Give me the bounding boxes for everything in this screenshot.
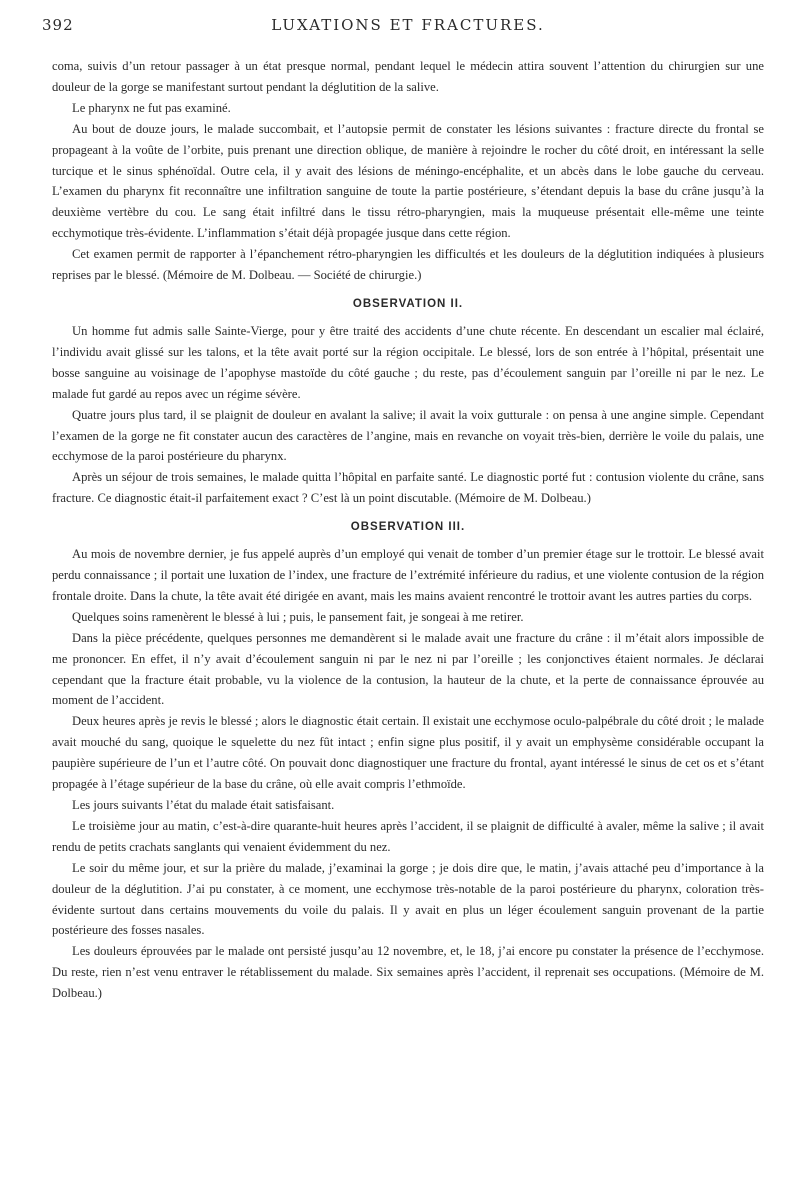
paragraph: Deux heures après je revis le blessé ; alors le diagnostic était certain. Il existait une ecchymose oculo-palpébrale du côté droit ; le malade avait mouché du sang, quoique le squelette du nez fût intact ; enfin signe plus positif, il y avait un emphysème considérable occupant la paupière supérieure de l’un et l’autre côté. On pouvait donc diagnostiquer une fracture du frontal, ayant intéressé le sinus de cet os et s’étant propagée à l’étage supérieur de la base du crâne, où elle avait compris l’ethmoïde. [52, 714, 764, 792]
paragraph: Cet examen permit de rapporter à l’épanchement rétro-pharyngien les difficultés et les douleurs de la déglutition indiquées à plusieurs reprises par le blessé. (Mémoire de M. Dolbeau. — Société de chirurgie.) [52, 247, 764, 283]
paragraph: Un homme fut admis salle Sainte-Vierge, pour y être traité des accidents d’une chute récente. En descendant un escalier mal éclairé, l’individu avait glissé sur les talons, et la tête avait porté sur la région occipitale. Le blessé, lors de son entrée à l’hôpital, présentait une bosse sanguine au voisinage de l’apophyse mastoïde du côté gauche ; du reste, pas d’écoulement sanguin par l’oreille ni par le nez. Le malade fut gardé au repos avec un régime sévère. [52, 323, 764, 401]
paragraph: Les douleurs éprouvées par le malade ont persisté jusqu’au 12 novembre, et, le 18, j’ai encore pu constater la présence de l’ecchymose. Du reste, rien n’est venu entraver le rétablissement du malade. Six semaines après l’accident, il reprenait ses occupations. (Mémoire de M. Dolbeau.) [52, 944, 764, 1001]
paragraph: Quelques soins ramenèrent le blessé à lui ; puis, le pansement fait, je songeai à me retirer. [72, 609, 524, 624]
paragraph: Le soir du même jour, et sur la prière du malade, j’examinai la gorge ; je dois dire que, le matin, j’avais attaché peu d’importance à la douleur de la déglutition. J’ai pu constater, à ce moment, une ecchymose très-notable de la paroi postérieure du pharynx, coloration très-évidente surtout dans certains mouvements du voile du palais. Il y avait en plus un léger écoulement sanguin provenant de la partie postérieure des fosses nasales. [52, 860, 764, 938]
paragraph: Quatre jours plus tard, il se plaignit de douleur en avalant la salive; il avait la voix gutturale : on pensa à une angine simple. Cependant l’examen de la gorge ne fit constater aucun des caractères de l’angine, mais en revanche on voyait très-bien, derrière le voile du palais, une ecchymose de la paroi postérieure du pharynx. [52, 407, 764, 464]
paragraph: coma, suivis d’un retour passager à un état presque normal, pendant lequel le médecin attira souvent l’attention du chirurgien sur une douleur de la gorge se manifestant surtout pendant la déglutition de la salive. [52, 59, 764, 94]
page-number: 392 [42, 16, 74, 34]
observation-heading: OBSERVATION II. [352, 297, 464, 310]
paragraph: Au mois de novembre dernier, je fus appelé auprès d’un employé qui venait de tomber d’un premier étage sur le trottoir. Le blessé avait perdu connaissance ; il portait une luxation de l’index, une fracture de l’extrémité inférieure du radius, et une violente contusion de la région frontale droite. Dans la chute, la tête avait été dirigée en avant, mais les mains avaient rencontré le trottoir avant les autres parties du corps. [52, 547, 764, 603]
page-header [42, 16, 764, 42]
body-text [52, 56, 764, 1004]
paragraph: Le pharynx ne fut pas examiné. [72, 100, 231, 115]
paragraph: Dans la pièce précédente, quelques personnes me demandèrent si le malade avait une fracture du crâne : il m’était alors impossible de me prononcer. En effet, il n’y avait d’écoulement sanguin ni par le nez ni par l’oreille ; les conjonctives étaient normales. Je déclarai cependant que la fracture était probable, vu la violence de la contusion, la hauteur de la chute, et la perte de connaissance éprouvée au moment de l’accident. [52, 630, 764, 708]
paragraph: Après un séjour de trois semaines, le malade quitta l’hôpital en parfaite santé. Le diagnostic porté fut : contusion violente du crâne, sans fracture. Ce diagnostic était-il parfaitement exact ? C’est là un point discutable. (Mémoire de M. Dolbeau.) [52, 470, 764, 506]
paragraph: Au bout de douze jours, le malade succombait, et l’autopsie permit de constater les lésions suivantes : fracture directe du frontal se propageant à la voûte de l’orbite, puis prenant une direction oblique, de manière à rejoindre le rocher du côté droit, en intéressant la selle turcique et le sinus sphénoïdal. Outre cela, il y avait des lésions de méningo-encéphalite, et un abcès dans le lobe gauche du cerveau. L’examen du pharynx fit reconnaître une infiltration sanguine de toute la partie postérieure, s’étendant depuis la base du crâne jusqu’à la deuxième vertèbre du cou. Le sang était infiltré dans le tissu rétro-pharyngien, mais la muqueuse présentait elle-même une teinte ecchymotique très-évidente. L’inflammation s’était déjà propagée jusque dans cette région. [52, 121, 764, 241]
paragraph: Les jours suivants l’état du malade était satisfaisant. [72, 798, 335, 812]
running-head: LUXATIONS ET FRACTURES. [271, 16, 545, 34]
book-page [42, 16, 764, 1004]
observation-heading: OBSERVATION III. [350, 521, 466, 534]
paragraph: Le troisième jour au matin, c’est-à-dire quarante-huit heures après l’accident, il se plaignit de difficulté à avaler, même la salive ; il avait rendu de petits crachats sanglants qui venaient évidemment du nez. [52, 818, 764, 854]
